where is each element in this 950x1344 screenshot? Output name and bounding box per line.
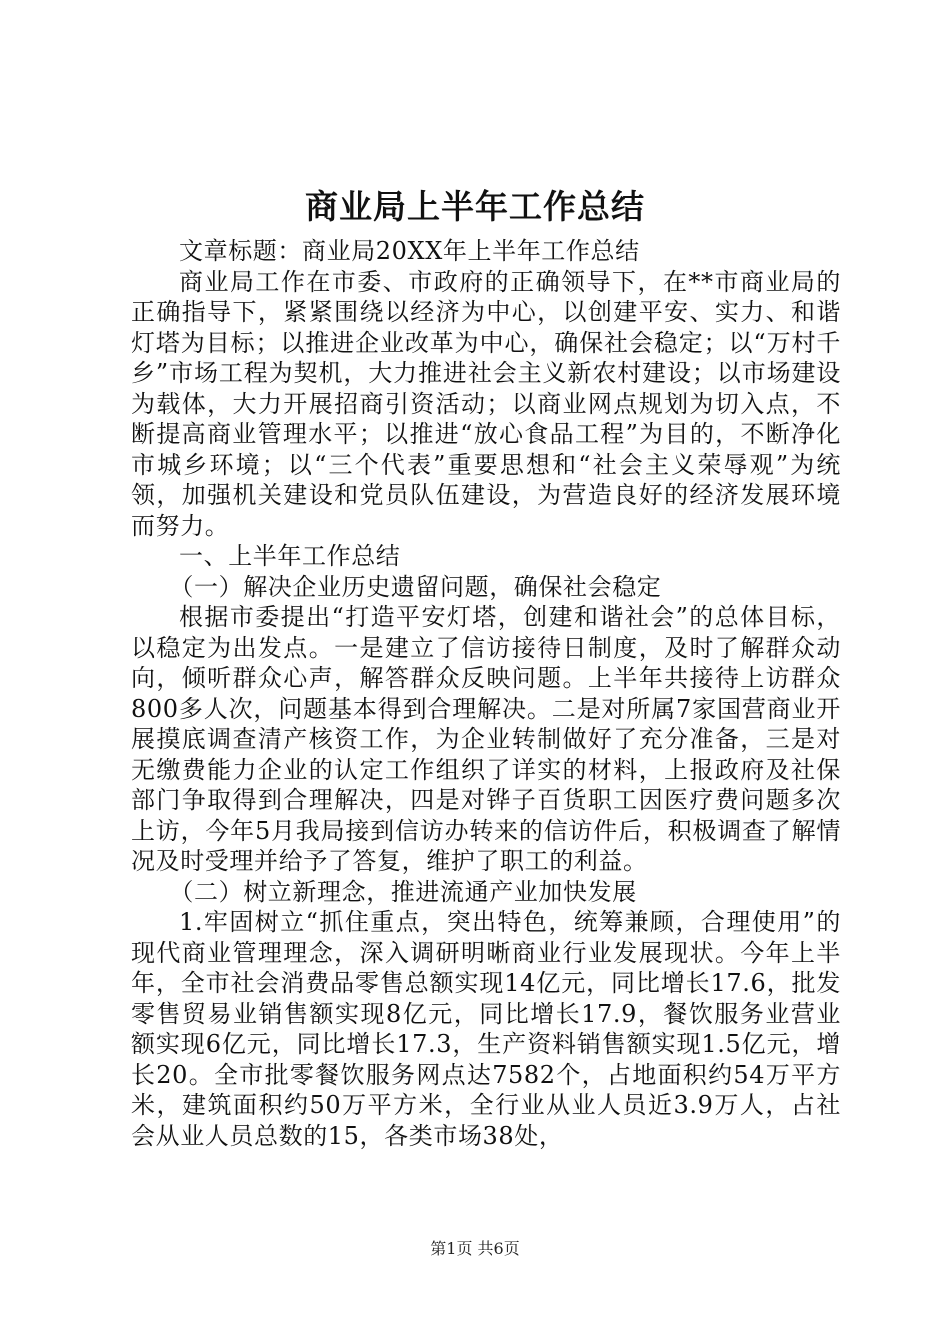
intro-paragraph: 商业局工作在市委、市政府的正确领导下，在**市商业局的正确指导下，紧紧围绕以经济为中心，以创建平安、实力、和谐灯塔为目标；以推进企业改革为中心，确保社会稳定；以“万村千乡”市场工程为契机，大力推进社会主义新农村建设；以市场建设为载体，大力开展招商引资活动；以商业网点规划为切入点，不断提高商业管理水平；以推进“放心食品工程”为目的，不断净化市城乡环境；以“三个代表”重要思想和“社会主义荣辱观”为统领，加强机关建设和党员队伍建设，为营造良好的经济发展环境而努力。 <box>131 267 841 540</box>
section-heading: 一、上半年工作总结 <box>179 542 401 570</box>
document-body <box>131 236 841 1151</box>
subsection-heading-2: （二）树立新理念，推进流通产业加快发展 <box>169 877 637 906</box>
document-title: 商业局上半年工作总结 <box>305 187 645 226</box>
article-title-line: 文章标题：商业局20XX年上半年工作总结 <box>179 237 640 265</box>
page-number-footer: 第1页 共6页 <box>430 1239 520 1258</box>
subsection-2-paragraph: 1.牢固树立“抓住重点，突出特色，统筹兼顾，合理使用”的现代商业管理理念，深入调研明晰商业行业发展现状。今年上半年，全市社会消费品零售总额实现14亿元，同比增长17.6，批发零售贸易业销售额实现8亿元，同比增长17.9，餐饮服务业营业额实现6亿元，同比增长17.3，生产资料销售额实现1.5亿元，增长20。全市批零餐饮服务网点达7582个，占地面积约54万平方米，建筑面积约50万平方米，全行业从业人员近3.9万人，占社会从业人员总数的15，各类市场38处， <box>131 908 841 1150</box>
subsection-1-paragraph: 根据市委提出“打造平安灯塔，创建和谐社会”的总体目标，以稳定为出发点。一是建立了信访接待日制度，及时了解群众动向，倾听群众心声，解答群众反映问题。上半年共接待上访群众800多人次，问题基本得到合理解决。二是对所属7家国营商业开展摸底调查清产核资工作，为企业转制做好了充分准备，三是对无缴费能力企业的认定工作组织了详实的材料，上报政府及社保部门争取得到合理解决，四是对铧子百货职工因医疗费问题多次上访，今年5月我局接到信访办转来的信访件后，积极调查了解情况及时受理并给予了答复，维护了职工的利益。 <box>131 603 841 875</box>
subsection-heading-1: （一）解决企业历史遗留问题，确保社会稳定 <box>169 572 662 601</box>
